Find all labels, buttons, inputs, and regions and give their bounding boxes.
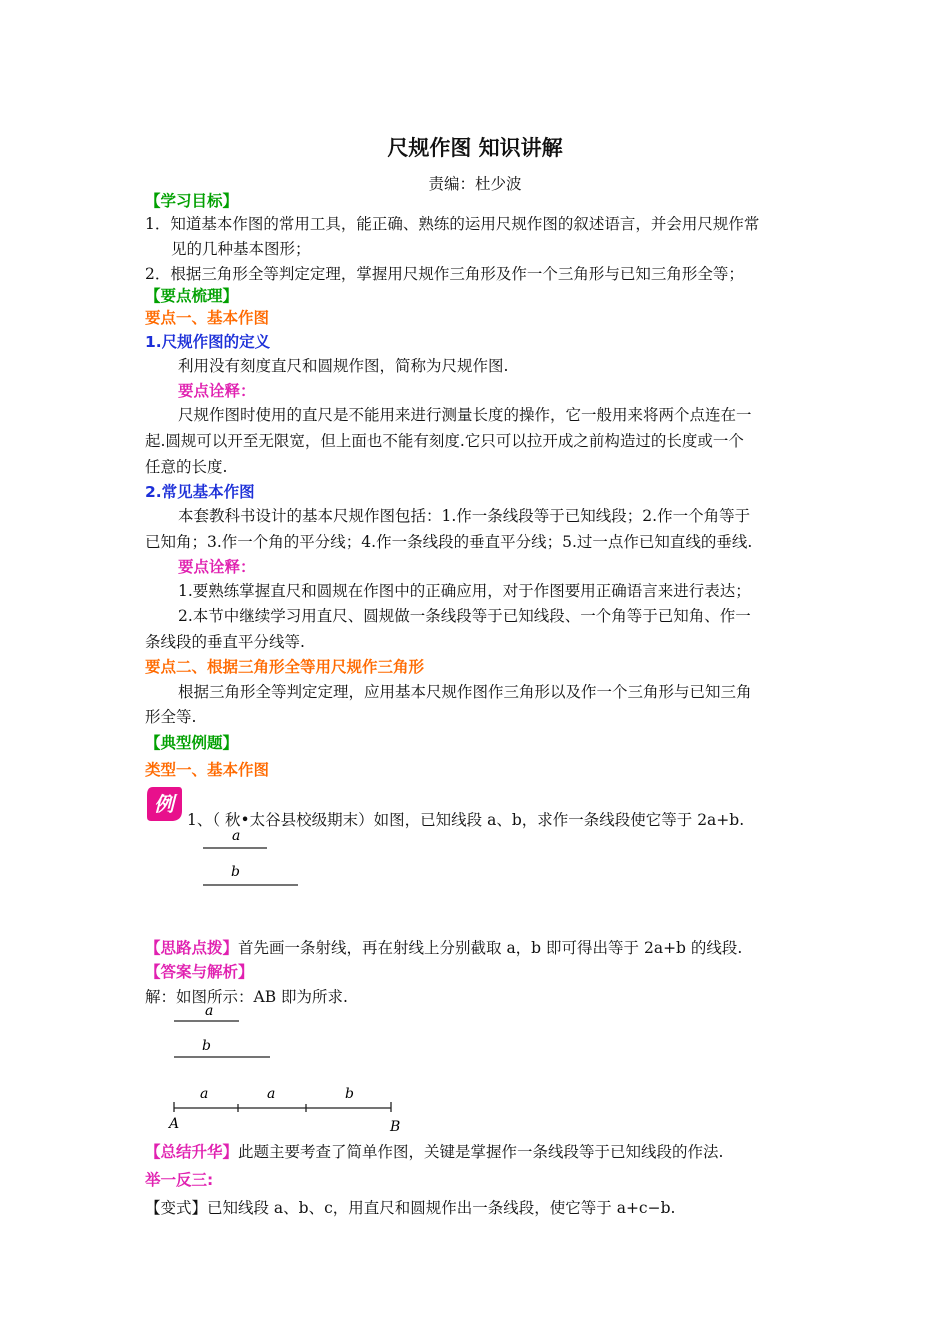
key-points-heading: 【要点梳理】 xyxy=(145,287,239,305)
figure2-label-b: b xyxy=(202,1038,211,1054)
point-2-heading: 要点二、根据三角形全等用尺规作三角形 xyxy=(145,658,425,676)
note-1c: 任意的长度. xyxy=(145,458,228,476)
examples-heading: 【典型例题】 xyxy=(145,734,239,752)
sub-2a: 本套教科书设计的基本尺规作图包括：1.作一条线段等于已知线段；2.作一个角等于 xyxy=(178,507,751,525)
goal-1a: 1．知道基本作图的常用工具，能正确、熟练的运用尺规作图的叙述语言，并会用尺规作常 xyxy=(145,215,760,233)
figure2-seg2-label: a xyxy=(267,1086,276,1102)
point-1-heading: 要点一、基本作图 xyxy=(145,309,270,327)
summary-text: 此题主要考查了简单作图，关键是掌握作一条线段等于已知线段的作法. xyxy=(238,1143,724,1161)
practice-heading: 举一反三: xyxy=(145,1171,214,1189)
note-2b: 2.本节中继续学习用直尺、圆规做一条线段等于已知线段、一个角等于已知角、作一 xyxy=(178,607,751,625)
answer-heading: 【答案与解析】 xyxy=(145,963,254,981)
answer-text: 解：如图所示：AB 即为所求. xyxy=(145,988,348,1006)
sub-1-heading: 1.尺规作图的定义 xyxy=(145,333,271,351)
figure1-label-b: b xyxy=(231,864,240,880)
figure2-seg1-label: a xyxy=(200,1086,209,1102)
figure2-label-a: a xyxy=(205,1003,214,1019)
note-2a: 1.要熟练掌握直尺和圆规在作图中的正确应用，对于作图要用正确语言来进行表达； xyxy=(178,582,751,600)
learning-goals-heading: 【学习目标】 xyxy=(145,192,239,210)
author-line: 责编：杜少波 xyxy=(428,175,522,193)
question-1: 1、（ 秋•太谷县校级期末）如图，已知线段 a、b，求作一条线段使它等于 2a+b. xyxy=(187,811,745,829)
point-2b: 形全等. xyxy=(145,708,197,726)
sub-2b: 已知角；3.作一个角的平分线；4.作一条线段的垂直平分线；5.过一点作已知直线的垂线. xyxy=(145,533,753,551)
type-1-heading: 类型一、基本作图 xyxy=(145,761,270,779)
figure-given-segments xyxy=(195,826,315,892)
hint-line xyxy=(145,938,742,958)
sub-2-heading: 2.常见基本作图 xyxy=(145,483,255,501)
page-title: 尺规作图 知识讲解 xyxy=(387,136,563,160)
figure-answer-construction xyxy=(165,1000,405,1135)
figure2-point-a: A xyxy=(169,1116,180,1132)
hint-text: 首先画一条射线，再在射线上分别截取 a，b 即可得出等于 2a+b 的线段. xyxy=(238,939,743,957)
example-badge-icon xyxy=(145,785,183,823)
badge-label: 例 xyxy=(154,792,174,816)
figure1-label-a: a xyxy=(232,828,241,844)
summary-line xyxy=(145,1142,723,1162)
summary-label: 【总结升华】 xyxy=(145,1143,239,1161)
point-2a: 根据三角形全等判定定理，应用基本尺规作图作三角形以及作一个三角形与已知三角 xyxy=(178,683,752,701)
note-1-heading: 要点诠释： xyxy=(178,382,256,400)
variant-text: 【变式】已知线段 a、b、c，用直尺和圆规作出一条线段，使它等于 a+c−b. xyxy=(145,1199,676,1217)
sub-1-text: 利用没有刻度直尺和圆规作图，简称为尺规作图. xyxy=(178,357,509,375)
goal-1b: 见的几种基本图形； xyxy=(171,240,311,258)
note-1a: 尺规作图时使用的直尺是不能用来进行测量长度的操作，它一般用来将两个点连在一 xyxy=(178,406,752,424)
hint-label: 【思路点拨】 xyxy=(145,939,239,957)
note-2-heading: 要点诠释： xyxy=(178,558,256,576)
goal-2: 2．根据三角形全等判定定理，掌握用尺规作三角形及作一个三角形与已知三角形全等； xyxy=(145,265,744,283)
note-1b: 起.圆规可以开至无限宽，但上面也不能有刻度.它只可以拉开成之前构造过的长度或一个 xyxy=(145,432,744,450)
figure2-point-b: B xyxy=(390,1119,401,1135)
note-2c: 条线段的垂直平分线等. xyxy=(145,633,305,651)
figure2-seg3-label: b xyxy=(345,1086,354,1102)
